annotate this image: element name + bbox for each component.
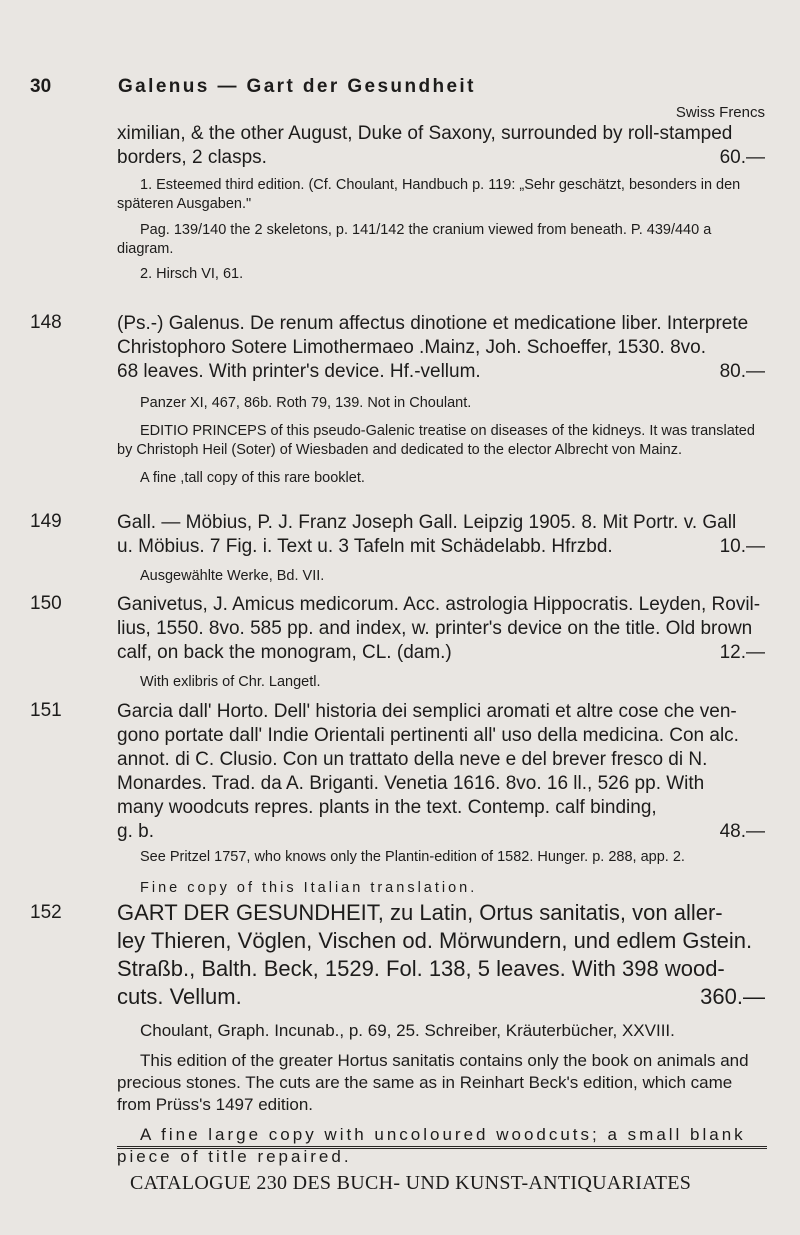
entry-line: Straßb., Balth. Beck, 1529. Fol. 138, 5 leaves. With 398 wood- (117, 956, 725, 981)
entry-line: lius, 1550. 8vo. 585 pp. and index, w. printer's device on the title. Old brown (117, 618, 753, 639)
page-number: 30 (30, 76, 52, 97)
entry-note: EDITIO PRINCEPS of this pseudo-Galenic treatise on diseases of the kidneys. It was translated by Christoph Heil (Soter) of Wiesbaden and dedicated to the elector Albrecht von Mainz. (117, 423, 755, 458)
entry-number: 149 (30, 511, 62, 532)
catalog-entry (117, 312, 765, 488)
price: 360.— (700, 984, 765, 1009)
entry-number: 152 (30, 902, 62, 923)
entry-line: 68 leaves. With printer's device. Hf.-vellum. 80.— (117, 361, 765, 382)
catalog-entry (117, 511, 765, 586)
footer-rule (117, 1146, 767, 1149)
price: 10.— (719, 536, 765, 557)
entry-line: ximilian, & the other August, Duke of Saxony, surrounded by roll-stamped (117, 123, 733, 144)
catalog-entry (117, 899, 765, 1168)
entry-note: Ausgewählte Werke, Bd. VII. (140, 568, 325, 584)
entry-line: GART DER GESUNDHEIT, zu Latin, Ortus sanitatis, von aller- (117, 900, 723, 925)
entry-line: many woodcuts repres. plants in the text. Contemp. calf binding, (117, 797, 657, 818)
entry-line: annot. di C. Clusio. Con un trattato della neve e del brever fresco di N. (117, 749, 708, 770)
entry-number: 151 (30, 700, 62, 721)
entry-line: Christophoro Sotere Limothermaeo .Mainz, Joh. Schoeffer, 1530. 8vo. (117, 337, 706, 358)
entry-line: ley Thieren, Vöglen, Vischen od. Mörwundern, und edlem Gstein. (117, 928, 753, 953)
entry-line: g. b. 48.— (117, 821, 765, 842)
entry-line: gono portate dall' Indie Orientali pertinenti all' uso della medicina. Con alc. (117, 725, 739, 746)
entry-number: 148 (30, 312, 62, 333)
price: 80.— (719, 361, 765, 382)
continuation-entry (117, 103, 765, 284)
entry-note: Fine copy of this Italian translation. (140, 880, 478, 896)
currency-note: Swiss Frencs (675, 104, 765, 121)
running-head: Galenus — Gart der Gesundheit (118, 76, 476, 97)
entry-note: Pag. 139/140 the 2 skeletons, p. 141/142 the cranium viewed from beneath. P. 439/440 a diagram. (117, 222, 712, 257)
catalog-entry (117, 700, 765, 898)
entry-line: borders, 2 clasps. 60.— (117, 147, 765, 168)
entry-line: cuts. Vellum. 360.— (117, 984, 765, 1009)
entry-line: u. Möbius. 7 Fig. i. Text u. 3 Tafeln mit Schädelabb. Hfrzbd. 10.— (117, 536, 765, 557)
entry-line: Gall. — Möbius, P. J. Franz Joseph Gall. Leipzig 1905. 8. Mit Portr. v. Gall (117, 512, 737, 533)
entry-note: This edition of the greater Hortus sanitatis contains only the book on animals and precious stones. The cuts are the same as in Reinhart Beck's edition, which came from Prüss's 1497 edition. (117, 1051, 749, 1114)
price: 12.— (719, 642, 765, 663)
entry-line: calf, on back the monogram, CL. (dam.) 12.— (117, 642, 765, 663)
entry-line: Ganivetus, J. Amicus medicorum. Acc. astrologia Hippocratis. Leyden, Rovil- (117, 594, 761, 615)
entry-note: A fine ,tall copy of this rare booklet. (140, 470, 365, 486)
entry-note: 1. Esteemed third edition. (Cf. Choulant, Handbuch p. 119: „Sehr geschätzt, besonders in den späteren Ausgaben." (117, 177, 741, 212)
entry-line: Garcia dall' Horto. Dell' historia dei semplici aromati et altre cose che ven- (117, 701, 737, 722)
catalogue-footer: CATALOGUE 230 DES BUCH- UND KUNST-ANTIQUARIATES (130, 1172, 692, 1194)
entry-number: 150 (30, 593, 62, 614)
entry-note: Panzer XI, 467, 86b. Roth 79, 139. Not in Choulant. (140, 395, 472, 411)
entry-note: See Pritzel 1757, who knows only the Plantin-edition of 1582. Hunger. p. 288, app. 2. (140, 849, 685, 865)
price: 48.— (719, 821, 765, 842)
entry-note: Choulant, Graph. Incunab., p. 69, 25. Schreiber, Kräuterbücher, XXVIII. (140, 1021, 675, 1040)
entry-line: (Ps.-) Galenus. De renum affectus dinotione et medicatione liber. Interprete (117, 313, 749, 334)
entry-note: 2. Hirsch VI, 61. (140, 266, 244, 282)
entry-note: With exlibris of Chr. Langetl. (140, 674, 321, 690)
entry-line: Monardes. Trad. da A. Briganti. Venetia 1616. 8vo. 16 ll., 526 pp. With (117, 773, 705, 794)
entry-note: A fine large copy with uncoloured woodcuts; a small blank piece of title repaired. (117, 1125, 746, 1166)
price: 60.— (719, 147, 765, 168)
catalog-entry (117, 593, 765, 692)
